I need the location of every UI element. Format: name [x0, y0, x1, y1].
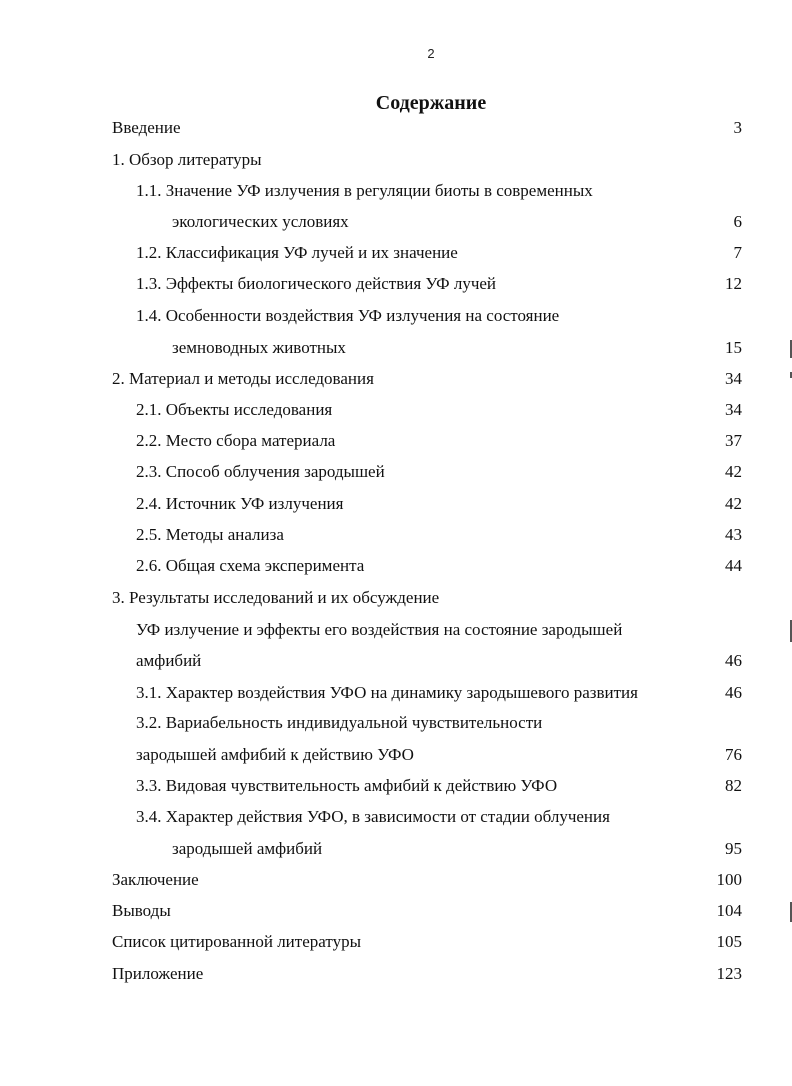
toc-entry-1-4: 1.4. Особенности воздействия УФ излучения на состояние: [136, 306, 560, 325]
toc-entry-3-0: УФ излучение и эффекты его воздействия на состояние зародышей: [136, 620, 623, 639]
toc-entry-3-3: 3.3. Видовая чувствительность амфибий к действию УФО: [136, 776, 558, 795]
toc-page-2-6: 44: [725, 556, 742, 575]
toc-page-section-2: 34: [725, 369, 742, 388]
toc-page-1-4: 15: [725, 338, 742, 357]
toc-page-2-3: 42: [725, 462, 742, 481]
page-title: Содержание: [375, 92, 487, 114]
toc-entry-section-2: 2. Материал и методы исследования: [112, 369, 374, 388]
toc-entry-2-4: 2.4. Источник УФ излучения: [136, 494, 344, 513]
toc-entry-1-3: 1.3. Эффекты биологического действия УФ лучей: [136, 274, 497, 293]
toc-page-3-3: 82: [725, 776, 742, 795]
toc-page-2-5: 43: [725, 525, 742, 544]
toc-page-3-4: 95: [725, 839, 742, 858]
toc-entry-conclusion: Заключение: [112, 870, 199, 889]
toc-entry-1-2: 1.2. Классификация УФ лучей и их значение: [136, 243, 458, 262]
toc-entry-appendix: Приложение: [112, 964, 204, 983]
toc-entry-references: Список цитированной литературы: [112, 932, 361, 951]
toc-entry-section-1: 1. Обзор литературы: [112, 150, 262, 169]
toc-entry-3-4-cont: зародышей амфибий: [172, 839, 323, 858]
toc-page-conclusion: 100: [716, 870, 742, 889]
toc-page-appendix: 123: [716, 964, 742, 983]
toc-entry-2-5: 2.5. Методы анализа: [136, 525, 284, 544]
toc-entry-findings: Выводы: [112, 901, 171, 920]
toc-entry-2-1: 2.1. Объекты исследования: [136, 400, 333, 419]
toc-entry-2-3: 2.3. Способ облучения зародышей: [136, 462, 385, 481]
toc-page-3-2: 76: [725, 745, 742, 764]
toc-page-intro: 3: [733, 118, 742, 137]
toc-page-references: 105: [716, 932, 742, 951]
toc-page-3-0: 46: [725, 651, 742, 670]
page-number: 2: [427, 46, 435, 61]
toc-entry-2-6: 2.6. Общая схема эксперимента: [136, 556, 365, 575]
toc-page-2-1: 34: [725, 400, 742, 419]
toc-entry-3-1: 3.1. Характер воздействия УФО на динамику зародышевого развития: [136, 683, 638, 702]
toc-entry-2-2: 2.2. Место сбора материала: [136, 431, 336, 450]
toc-entry-section-3: 3. Результаты исследований и их обсуждение: [112, 588, 440, 607]
toc-page-3-1: 46: [725, 683, 742, 702]
toc-page-findings: 104: [716, 901, 742, 920]
toc-page-1-1: 6: [733, 212, 742, 231]
toc-entry-1-1-cont: экологических условиях: [172, 212, 349, 231]
toc-entry-intro: Введение: [112, 118, 181, 137]
toc-page-2-4: 42: [725, 494, 742, 513]
toc-page-1-3: 12: [725, 274, 742, 293]
toc-entry-3-4: 3.4. Характер действия УФО, в зависимости от стадии облучения: [136, 807, 610, 826]
toc-page-2-2: 37: [725, 431, 742, 450]
toc-entry-3-0-cont: амфибий: [136, 651, 202, 670]
toc-entry-1-4-cont: земноводных животных: [172, 338, 346, 357]
toc-page-1-2: 7: [733, 243, 742, 262]
toc-entry-1-1: 1.1. Значение УФ излучения в регуляции биоты в современных: [136, 181, 593, 200]
toc-entry-3-2-cont: зародышей амфибий к действию УФО: [136, 745, 414, 764]
toc-entry-3-2: 3.2. Вариабельность индивидуальной чувствительности: [136, 713, 543, 732]
